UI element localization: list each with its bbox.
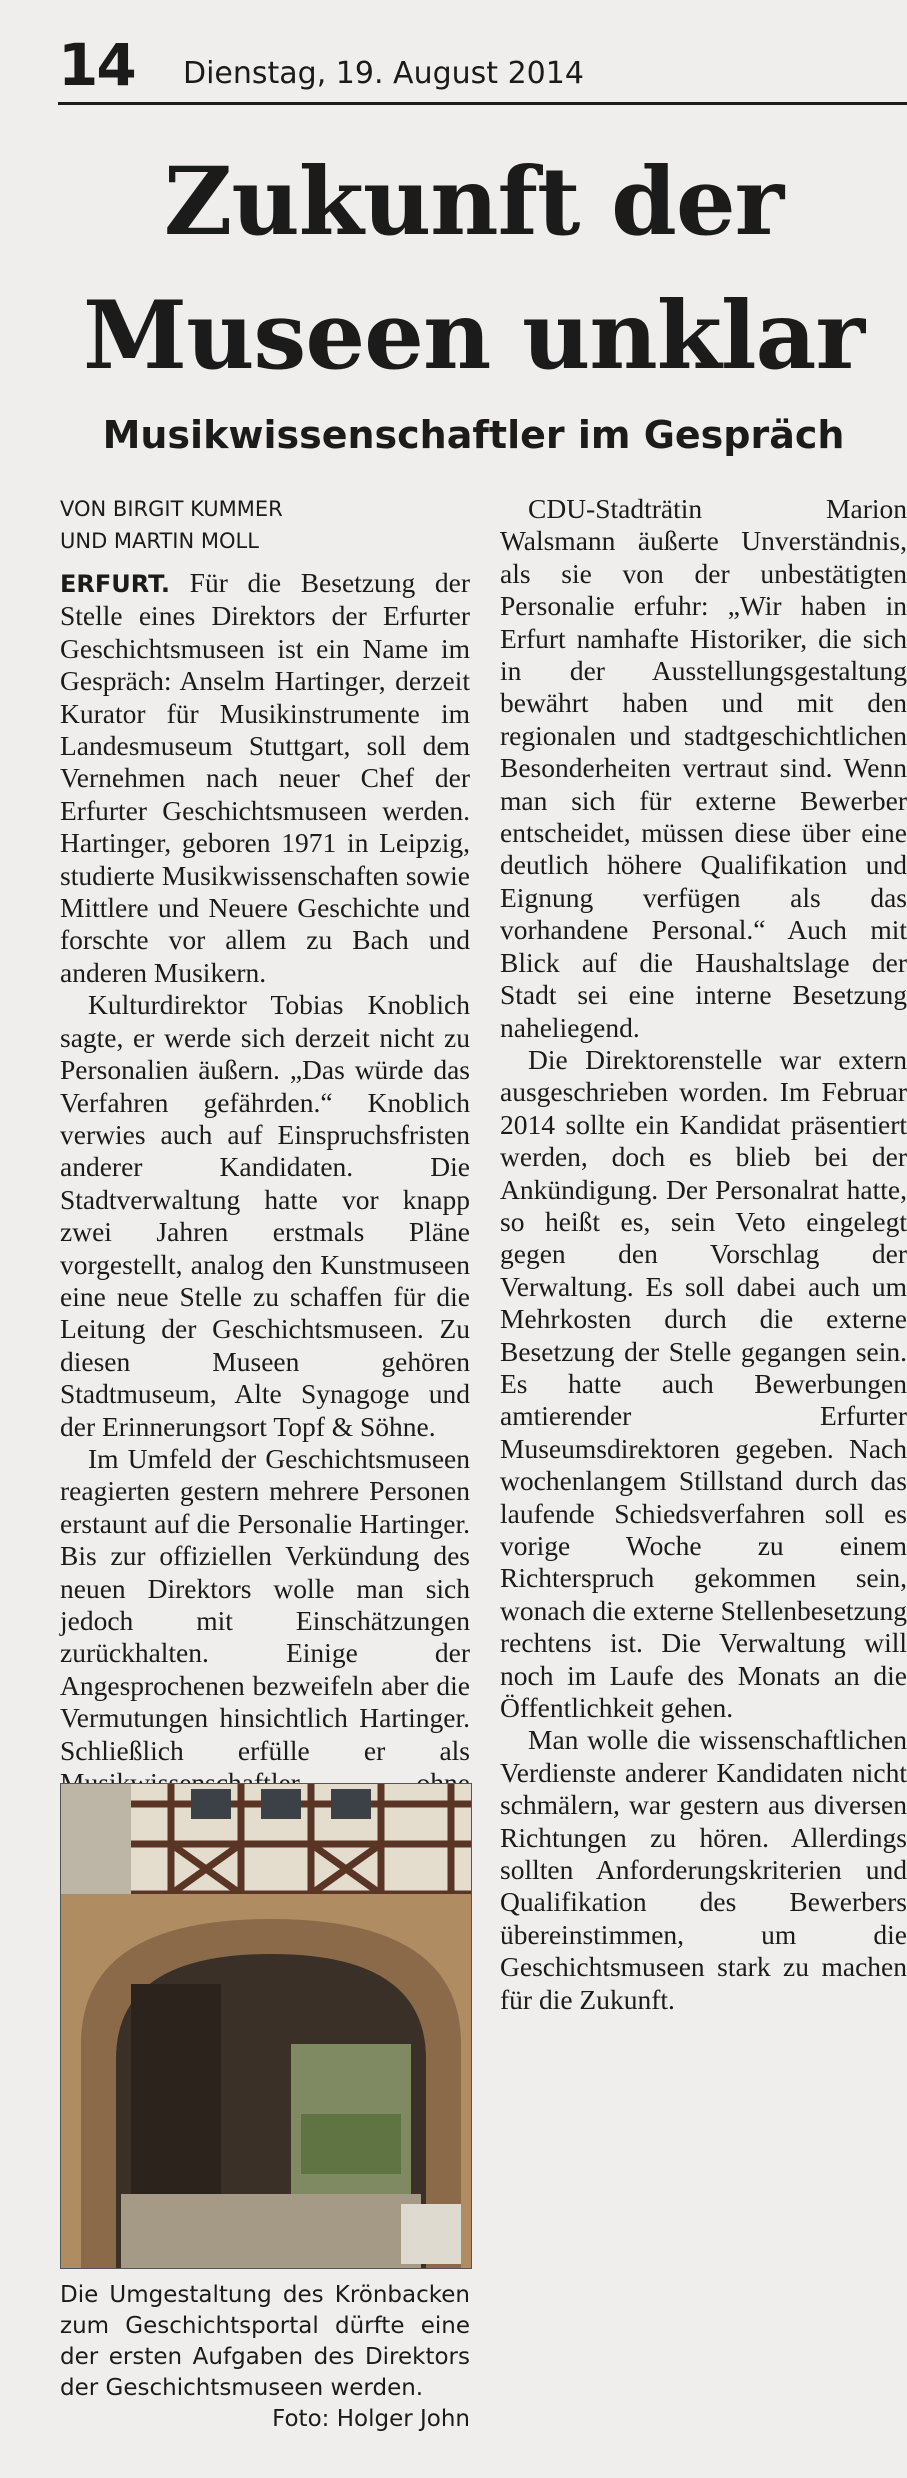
article-paragraph-6: Man wolle die wissenschaftlichen Verdienste anderer Kandidaten nicht schmälern, war gestern aus diversen Richtungen zu hören. Allerdings sollten Anforderungskriterien und Qualifikation des Bewerbers übereinstimmen, um die Geschichtsmuseen stark zu machen für die Zukunft. [500, 1724, 907, 2015]
page-header [58, 30, 907, 105]
article-photo [60, 1783, 472, 2269]
photo-caption [60, 2280, 470, 2435]
article-paragraph-5: Die Direktorenstelle war extern ausgeschrieben worden. Im Februar 2014 sollte ein Kandidat präsentiert werden, doch es blieb bei der Ankündigung. Der Personalrat hatte, so heißt es, sein Veto eingelegt gegen den Vorschlag der Verwaltung. Es soll dabei auch um Mehrkosten durch die externe Besetzung der Stelle gegangen sein. Es hatte auch Bewerbungen amtierender Erfurter Museumsdirektoren gegeben. Nach wochenlangem Stillstand durch das laufende Schiedsverfahren soll es vorige Woche zu einem Richterspruch gekommen sein, wonach die externe Stellenbesetzung rechtens ist. Die Verwaltung will noch im Laufe des Monats an die Öffentlichkeit gehen. [500, 1043, 907, 1724]
article-subheadline: Musikwissenschaftler im Gespräch [102, 413, 845, 457]
page-date: Dienstag, 19. August 2014 [183, 56, 584, 91]
article-paragraph-3: Im Umfeld der Geschichtsmuseen reagierten gestern mehrere Personen erstaunt auf die Personalie Hartinger. Bis zur offiziellen Verkündung des neuen Direktors wolle man sich jedoch mit Einschätzungen zurückhalten. Einige der Angesprochenen bezweifeln aber die Vermutungen hinsichtlich Hartinger. Schließlich erfülle er als [60, 1442, 470, 1766]
headline-line-1: Zukunft der [163, 147, 784, 257]
lead-paragraph [60, 567, 470, 989]
kroenbacken-archway-image [61, 1784, 471, 2268]
byline [60, 493, 470, 557]
dateline: ERFURT. [60, 570, 171, 598]
article-column-right [500, 493, 907, 2016]
caption-text: Die Umgestaltung des Krönbacken zum Geschichtsportal dürfte eine der ersten Aufgaben des Direktors der Geschichtsmuseen werden. [60, 2282, 470, 2401]
article-headline [40, 135, 907, 403]
article-column-left [60, 493, 470, 1897]
article-paragraph-4: CDU-Stadträtin Marion Walsmann äußerte Unverständnis, als sie von der unbestätigten Personalie erfuhr: „Wir haben in Erfurt namhafte Historiker, die sich in der Ausstellungsgestaltung bewährt haben und mit den regionalen und stadtgeschichtlichen Besonderheiten vertraut sind. Wenn man sich für externe Bewerber entscheidet, müssen diese über eine deutlich höhere Qualifikation und Eignung verfügen als das vorhandene Personal.“ Auch mit Blick auf die Haushaltslage der Stadt sei eine interne Besetzung naheliegend. [500, 493, 907, 1043]
page-number: 14 [58, 31, 135, 99]
byline-line-1: VON BIRGIT KUMMER [60, 497, 283, 521]
lead-text: Für die Besetzung der Stelle eines Direktors der Erfurter Geschichtsmuseen ist ein Name im Gespräch: Anselm Hartinger, derzeit Kurator für Musikinstrumente im Landesmuseum Stuttgart, soll dem Vernehmen nach neuer Chef der Erfurter Geschichtsmuseen werden. Hartinger, geboren 1971 in Leipzig, studierte Musikwissenschaften sowie Mittlere und Neuere Geschichte und forschte vor allem zu Bach und anderen Musikern. [60, 567, 471, 988]
byline-line-2: UND MARTIN MOLL [60, 529, 259, 553]
headline-line-2: Museen unklar [83, 281, 864, 391]
photo-credit: Foto: Holger John [272, 2406, 470, 2432]
article-paragraph-2: Kulturdirektor Tobias Knoblich sagte, er werde sich derzeit nicht zu Personalien äußern. „Das würde das Verfahren gefährden.“ Knoblich verwies auch auf Einspruchsfristen anderer Kandidaten. Die Stadtverwaltung hatte vor knapp zwei Jahren erstmals Pläne vorgestellt, analog den Kunstmuseen eine neue Stelle zu schaffen für die Leitung der Geschichtsmuseen. Zu diesen Museen gehören Stadtmuseum, Alte Synagoge und der Erinnerungsort Topf & Söhne. [60, 989, 470, 1442]
